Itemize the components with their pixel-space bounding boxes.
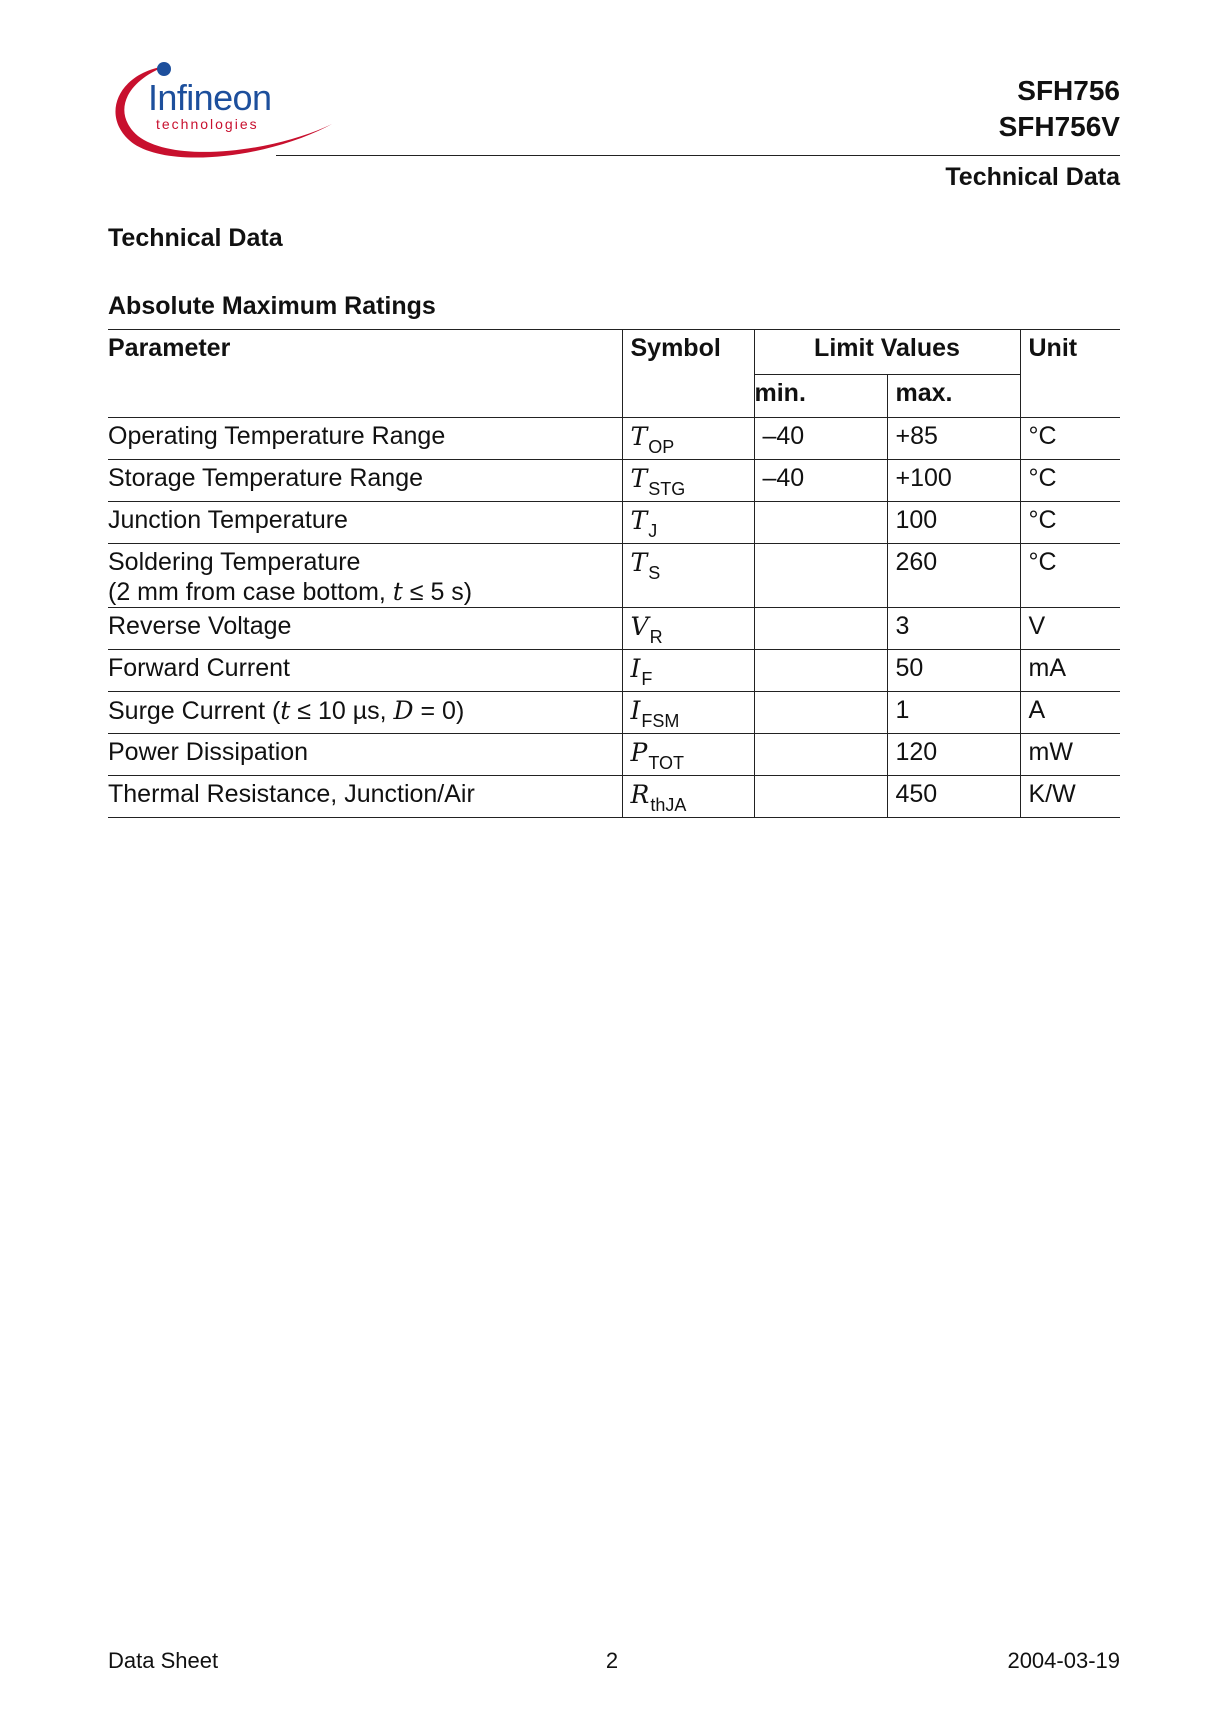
cell-symbol: $T_S$ bbox=[622, 544, 754, 608]
cell-parameter: Power Dissipation bbox=[108, 734, 622, 776]
cell-symbol: $T_{STG}$ bbox=[622, 460, 754, 502]
cell-unit: °C bbox=[1020, 502, 1120, 544]
cell-max: 260 bbox=[887, 544, 1020, 608]
cell-parameter: Operating Temperature Range bbox=[108, 418, 622, 460]
header-max: max. bbox=[887, 375, 1020, 418]
header-rule bbox=[276, 155, 1120, 156]
cell-min bbox=[754, 502, 887, 544]
cell-max: 450 bbox=[887, 776, 1020, 818]
cell-parameter: Thermal Resistance, Junction/Air bbox=[108, 776, 622, 818]
cell-unit: A bbox=[1020, 692, 1120, 734]
table-row bbox=[108, 692, 1120, 734]
cell-parameter: Storage Temperature Range bbox=[108, 460, 622, 502]
cell-parameter: Surge Current (t ≤ 10 µs, D = 0) bbox=[108, 692, 622, 734]
cell-unit: V bbox=[1020, 608, 1120, 650]
table-row bbox=[108, 650, 1120, 692]
cell-unit: mA bbox=[1020, 650, 1120, 692]
header-limit-values: Limit Values bbox=[754, 330, 1020, 375]
cell-min bbox=[754, 776, 887, 818]
cell-unit: °C bbox=[1020, 460, 1120, 502]
table-row bbox=[108, 776, 1120, 818]
footer-date: 2004-03-19 bbox=[1007, 1648, 1120, 1673]
absolute-maximum-ratings-table bbox=[108, 329, 1120, 818]
cell-min: –40 bbox=[754, 460, 887, 502]
footer-doc-type: Data Sheet bbox=[108, 1648, 219, 1673]
cell-unit: °C bbox=[1020, 418, 1120, 460]
footer-page-number: 2 bbox=[605, 1648, 619, 1673]
section-title: Absolute Maximum Ratings bbox=[108, 292, 436, 320]
cell-symbol: $I_F$ bbox=[622, 650, 754, 692]
header-min: min. bbox=[754, 375, 887, 418]
cell-max: 120 bbox=[887, 734, 1020, 776]
cell-max: 100 bbox=[887, 502, 1020, 544]
cell-max: 3 bbox=[887, 608, 1020, 650]
cell-symbol: $T_{OP}$ bbox=[622, 418, 754, 460]
table-row bbox=[108, 460, 1120, 502]
cell-unit: K/W bbox=[1020, 776, 1120, 818]
cell-parameter: Forward Current bbox=[108, 650, 622, 692]
page-title: Technical Data bbox=[108, 224, 283, 252]
cell-min bbox=[754, 608, 887, 650]
header-section-label: Technical Data bbox=[945, 163, 1120, 191]
cell-symbol: $V_R$ bbox=[622, 608, 754, 650]
logo-subtext: technologies bbox=[156, 116, 259, 132]
part-numbers bbox=[999, 73, 1120, 145]
cell-parameter: Junction Temperature bbox=[108, 502, 622, 544]
infineon-logo bbox=[104, 60, 336, 164]
cell-max: +85 bbox=[887, 418, 1020, 460]
cell-min: –40 bbox=[754, 418, 887, 460]
part-number-primary: SFH756 bbox=[1017, 75, 1120, 106]
part-number-secondary: SFH756V bbox=[998, 111, 1120, 142]
header-unit: Unit bbox=[1020, 330, 1120, 418]
cell-unit: °C bbox=[1020, 544, 1120, 608]
cell-parameter: Reverse Voltage bbox=[108, 608, 622, 650]
table-row bbox=[108, 418, 1120, 460]
cell-min bbox=[754, 650, 887, 692]
header-symbol: Symbol bbox=[622, 330, 754, 418]
table-row bbox=[108, 734, 1120, 776]
cell-symbol: $R_{thJA}$ bbox=[622, 776, 754, 818]
logo-blue-dot bbox=[157, 62, 171, 76]
cell-symbol: $I_{FSM}$ bbox=[622, 692, 754, 734]
cell-max: 1 bbox=[887, 692, 1020, 734]
cell-min bbox=[754, 734, 887, 776]
cell-max: +100 bbox=[887, 460, 1020, 502]
cell-symbol: $T_J$ bbox=[622, 502, 754, 544]
header-parameter: Parameter bbox=[108, 330, 622, 418]
cell-min bbox=[754, 544, 887, 608]
table-row bbox=[108, 608, 1120, 650]
table-row bbox=[108, 544, 1120, 608]
table-row bbox=[108, 502, 1120, 544]
cell-symbol: $P_{TOT}$ bbox=[622, 734, 754, 776]
logo-wordmark: Infineon bbox=[148, 77, 272, 118]
cell-min bbox=[754, 692, 887, 734]
cell-unit: mW bbox=[1020, 734, 1120, 776]
cell-parameter: Soldering Temperature (2 mm from case bottom, t ≤ 5 s) bbox=[108, 544, 622, 608]
cell-max: 50 bbox=[887, 650, 1020, 692]
